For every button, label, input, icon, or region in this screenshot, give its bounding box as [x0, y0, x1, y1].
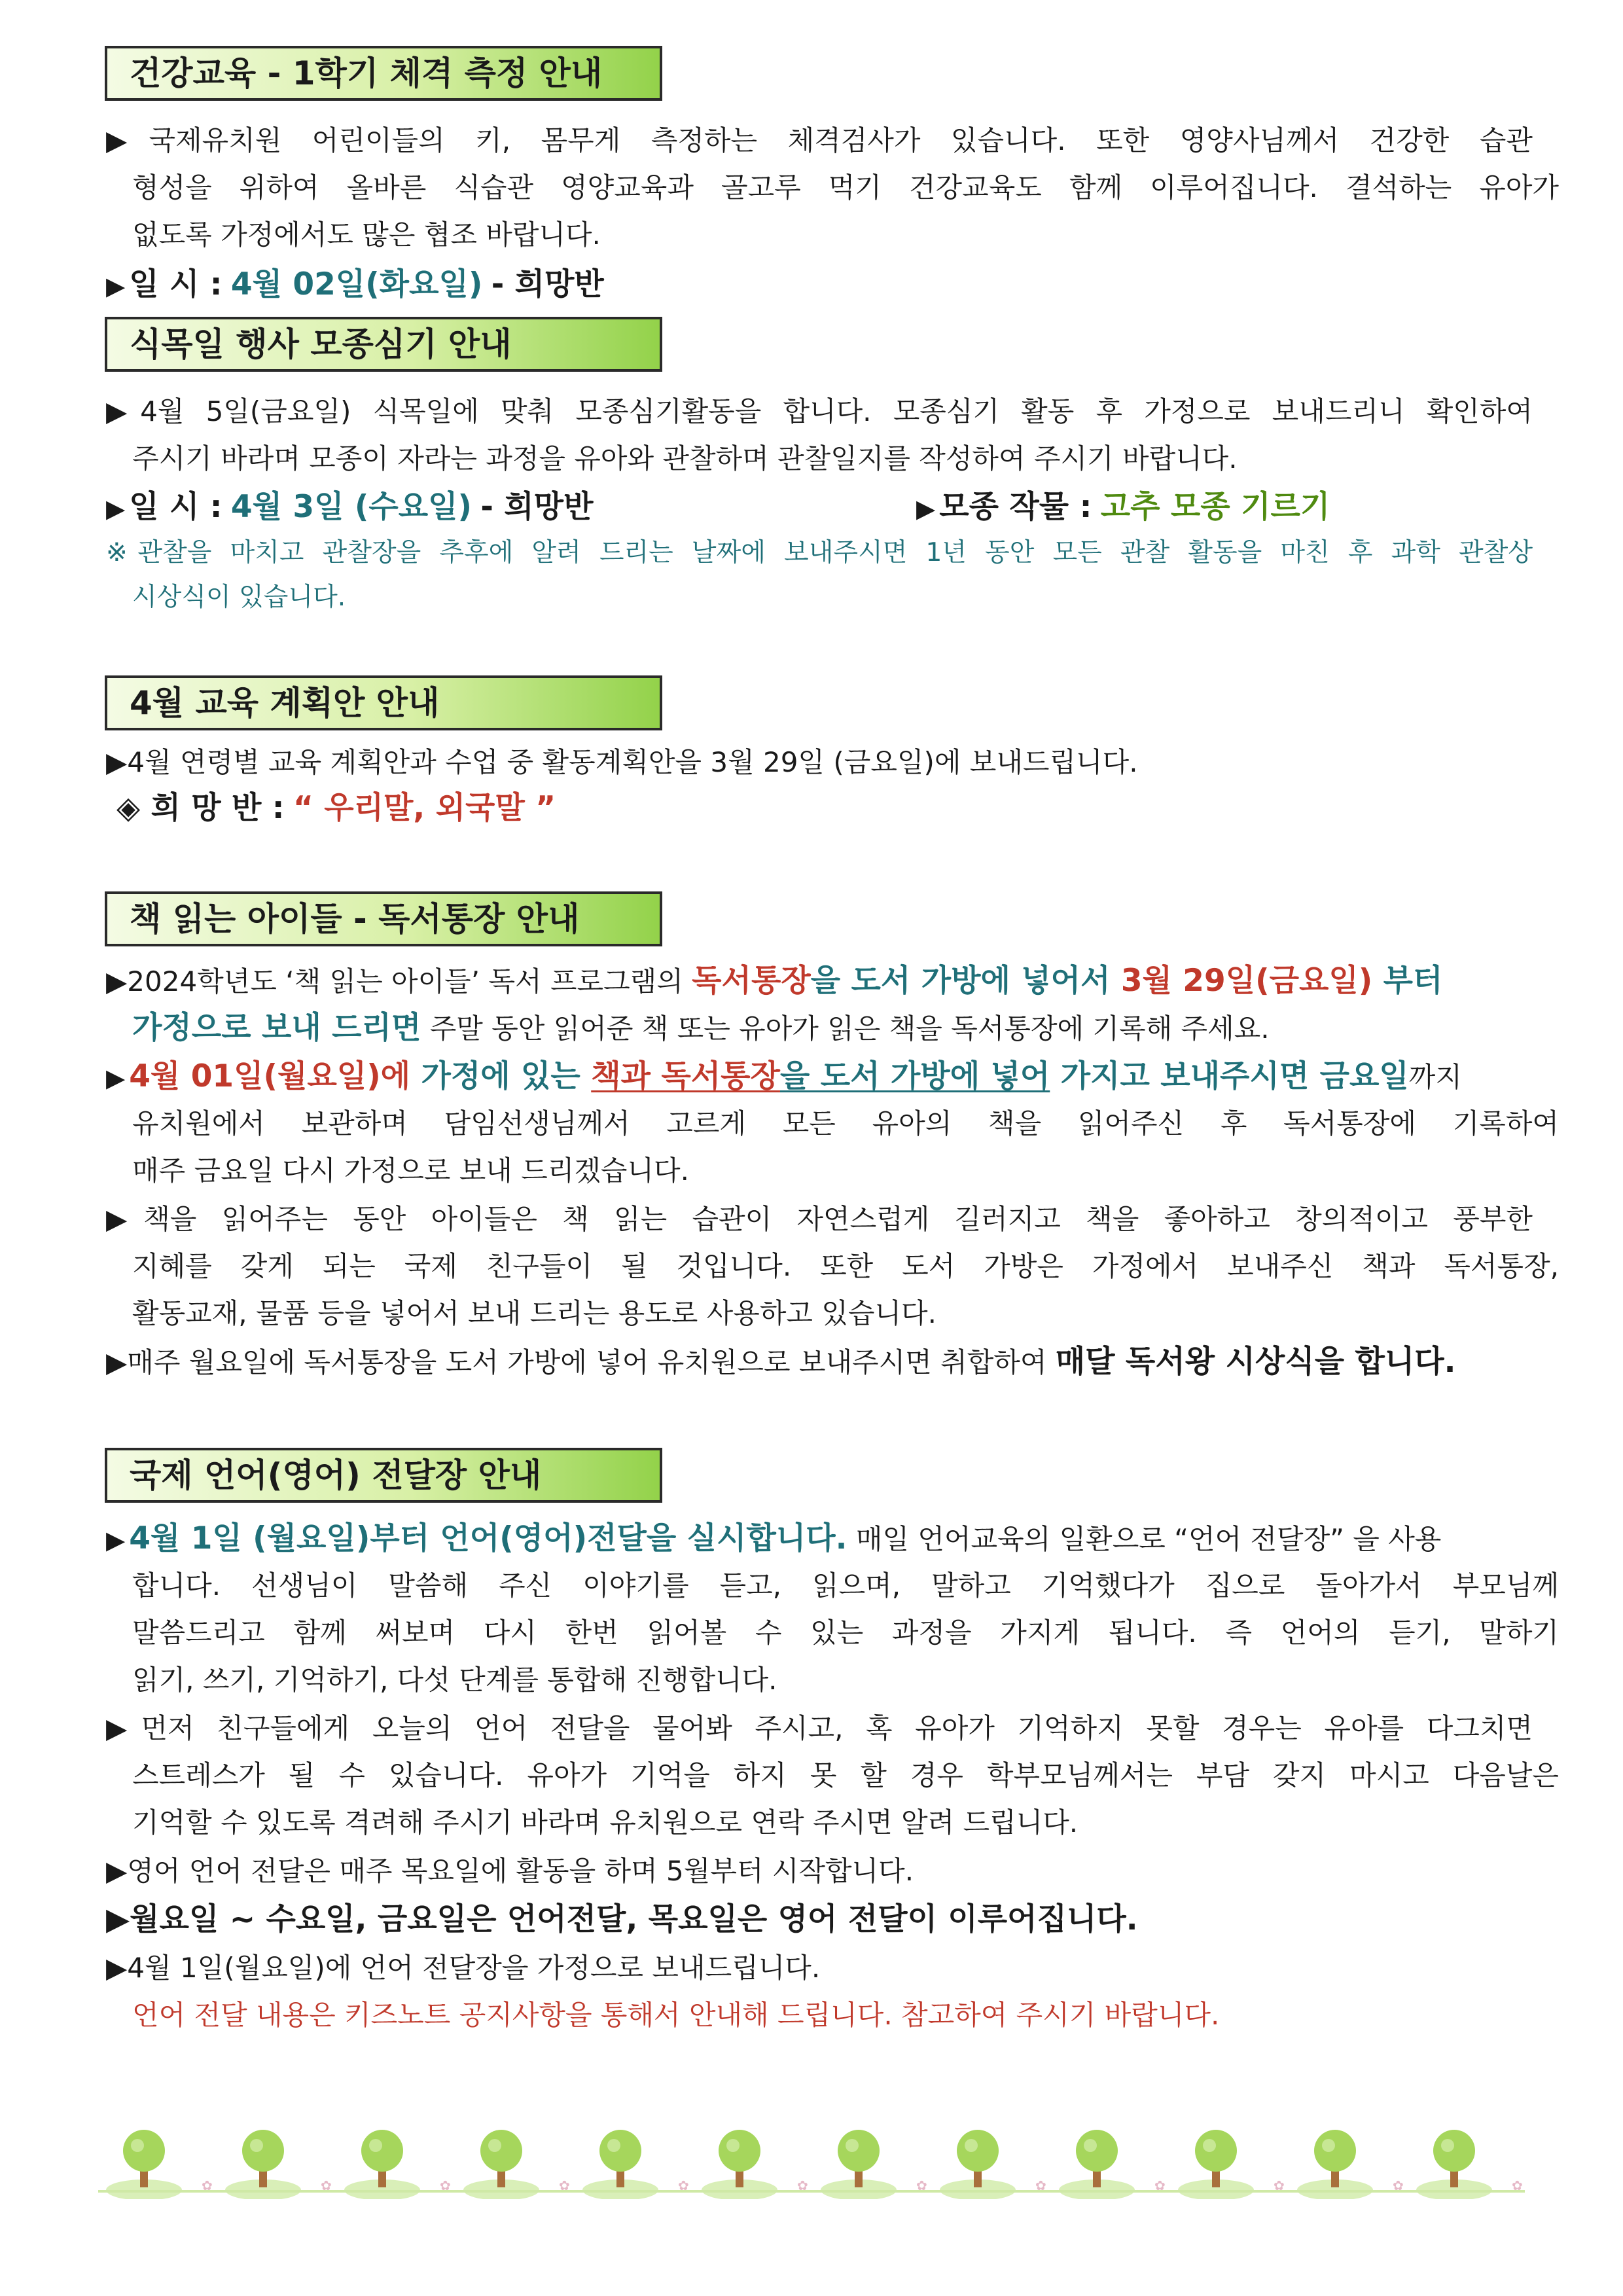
language-p1-start: 4월 1일 (월요일)부터 언어(영어)전달을 실시합니다. — [129, 1520, 847, 1556]
svg-text:✿: ✿ — [1035, 2178, 1046, 2193]
reading-p2-line-3: 매주 금요일 다시 가정으로 보내 드리겠습니다. — [132, 1155, 689, 1187]
svg-text:✿: ✿ — [1512, 2178, 1523, 2193]
reading-p2-text-f: 까지 — [1408, 1061, 1462, 1093]
language-p4: ▶월요일 ~ 수요일, 금요일은 언어전달, 목요일은 영어 전달이 이루어집니다. — [106, 1901, 1138, 1937]
arbor-schedule-date: 4월 3일 (수요일) — [230, 489, 473, 525]
language-p3: ▶영어 언어 전달은 매주 목요일에 활동을 하며 5월부터 시작합니다. — [106, 1855, 914, 1887]
arbor-line-2: 주시기 바라며 모종이 자라는 과정을 유아와 관찰하며 관찰일지를 작성하여 주시기 바랍니다. — [132, 442, 1238, 475]
health-line-3: 없도록 가정에서도 많은 협조 바랍니다. — [132, 219, 601, 251]
reading-p2-line-2: 유치원에서 보관하며 담임선생님께서 고르게 모든 유아의 책을 읽어주신 후 독서통장에 기록하여 — [132, 1107, 1559, 1139]
health-line-1: ▶국제유치원 어린이들의 키, 몸무게 측정하는 체격검사가 있습니다. 또한 영양사님께서 건강한 습관 — [106, 124, 1533, 156]
svg-text:✿: ✿ — [1274, 2178, 1285, 2193]
arbor-crop-value: 고추 모종 기르기 — [1100, 489, 1330, 525]
language-p6: 언어 전달 내용은 키즈노트 공지사항을 통해서 안내해 드립니다. 참고하여 주시기 바랍니다. — [132, 1999, 1220, 2031]
tree-icon — [702, 2130, 808, 2199]
arbor-note-1: ※관찰을 마치고 관찰장을 추후에 알려 드리는 날짜에 보내주시면 1년 동안 모든 관찰 활동을 마친 후 과학 관찰상 — [106, 538, 1533, 567]
arbor-schedule-label: 일 시 : — [129, 489, 223, 525]
reading-p2-line-1 — [106, 1052, 1533, 1102]
tree-icon — [1297, 2130, 1404, 2199]
health-schedule-class: - 희망반 — [491, 266, 604, 302]
arrow-icon: ▶ — [106, 1064, 126, 1092]
arrow-icon: ▶ — [916, 494, 936, 523]
tree-icon — [463, 2130, 570, 2199]
arbor-crop — [916, 483, 1440, 533]
tree-icon — [940, 2130, 1046, 2199]
reading-p1-line-1 — [106, 957, 1533, 1006]
tree-row — [106, 2130, 1523, 2199]
reading-p3-line-1: ▶책을 읽어주는 동안 아이들은 책 읽는 습관이 자연스럽게 길러지고 책을 좋아하고 창의적이고 풍부한 — [106, 1203, 1533, 1235]
reading-p1-date: 3월 29일(금요일) — [1120, 963, 1373, 999]
tree-icon — [344, 2130, 451, 2199]
section-header-language: 국제 언어(영어) 전달장 안내 — [105, 1448, 662, 1503]
plan-class-theme: “ 우리말, 외국말 ” — [293, 790, 556, 826]
tree-icon — [821, 2130, 927, 2199]
language-p1-line-1 — [106, 1515, 1533, 1564]
reading-p1-text-e: 부터 — [1372, 963, 1443, 999]
language-p1-line-4: 읽기, 쓰기, 기억하기, 다섯 단계를 통합해 진행합니다. — [132, 1664, 777, 1696]
svg-text:✿: ✿ — [797, 2178, 808, 2193]
arbor-crop-label: 모종 작물 : — [939, 489, 1092, 525]
reading-p2-books-bankbook: 책과 독서통장 — [591, 1058, 780, 1094]
svg-text:✿: ✿ — [1393, 2178, 1404, 2193]
tree-icon — [1178, 2130, 1285, 2199]
plan-class-label: ◈ 희 망 반 : — [116, 790, 285, 826]
reading-p1-text-c: 을 도서 가방에 넣어서 — [810, 963, 1121, 999]
arbor-schedule-class: - 희망반 — [480, 489, 594, 525]
reading-p1-text-g: 주말 동안 읽어준 책 또는 유아가 읽은 책을 독서통장에 기록해 주세요. — [421, 1013, 1270, 1045]
reading-p2-text-b: 가정에 있는 — [410, 1058, 592, 1094]
arrow-icon: ▶ — [106, 494, 126, 523]
tree-border — [98, 2127, 1525, 2199]
tree-icon — [582, 2130, 689, 2199]
health-schedule-label: 일 시 : — [129, 266, 223, 302]
plan-line-1: ▶4월 연령별 교육 계획안과 수업 중 활동계획안을 3월 29일 (금요일)에 보내드립니다. — [106, 746, 1138, 778]
arbor-line-1: ▶4월 5일(금요일) 식목일에 맞춰 모종심기활동을 합니다. 모종심기 활동 후 가정으로 보내드리니 확인하여 — [106, 395, 1533, 427]
language-p2-line-3: 기억할 수 있도록 격려해 주시기 바라며 유치원으로 연락 주시면 알려 드립니다. — [132, 1806, 1079, 1839]
tree-icon — [106, 2130, 213, 2199]
svg-text:✿: ✿ — [678, 2178, 689, 2193]
plan-class — [116, 784, 1543, 833]
reading-p4-text-a: ▶매주 월요일에 독서통장을 도서 가방에 넣어 유치원으로 보내주시면 취합하여 — [106, 1346, 1056, 1378]
health-schedule-date: 4월 02일(화요일) — [230, 266, 483, 302]
reading-p4-award: 매달 독서왕 시상식을 합니다. — [1055, 1344, 1456, 1380]
reading-p2-text-d: 을 도서 가방에 넣어 — [779, 1058, 1050, 1094]
svg-text:✿: ✿ — [1154, 2178, 1166, 2193]
reading-p1-line-2 — [132, 1004, 1559, 1053]
svg-text:✿: ✿ — [202, 2178, 213, 2193]
language-p1-line-3: 말씀드리고 함께 써보며 다시 한번 읽어볼 수 있는 과정을 가지게 됩니다. 즉 언어의 듣기, 말하기 — [132, 1617, 1559, 1649]
svg-text:✿: ✿ — [321, 2178, 332, 2193]
reading-p2-date: 4월 01일(월요일)에 — [129, 1058, 411, 1094]
svg-text:✿: ✿ — [559, 2178, 570, 2193]
health-schedule — [106, 260, 1533, 310]
section-header-arbor: 식목일 행사 모종심기 안내 — [105, 317, 662, 372]
reading-p3-line-2: 지혜를 갖게 되는 국제 친구들이 될 것입니다. 또한 도서 가방은 가정에서 보내주신 책과 독서통장, — [132, 1250, 1559, 1282]
arrow-icon: ▶ — [106, 1526, 126, 1554]
reading-p1-text-f: 가정으로 보내 드리면 — [132, 1010, 421, 1046]
arbor-note-2: 시상식이 있습니다. — [132, 583, 346, 612]
section-header-health: 건강교육 - 1학기 체격 측정 안내 — [105, 46, 662, 101]
language-p1-text-b: 매일 언어교육의 일환으로 “언어 전달장” 을 사용 — [847, 1523, 1442, 1555]
reading-p1-text-a: ▶2024학년도 ‘책 읽는 아이들’ 독서 프로그램의 — [106, 965, 692, 997]
svg-text:✿: ✿ — [916, 2178, 927, 2193]
language-p2-line-2: 스트레스가 될 수 있습니다. 유아가 기억을 하지 못 할 경우 학부모님께서는 부담 갖지 마시고 다음날은 — [132, 1759, 1559, 1791]
language-p1-line-2: 합니다. 선생님이 말씀해 주신 이야기를 듣고, 읽으며, 말하고 기억했다가 집으로 돌아가서 부모님께 — [132, 1570, 1559, 1602]
reading-p4-line-1 — [106, 1338, 1533, 1387]
section-header-reading: 책 읽는 아이들 - 독서통장 안내 — [105, 891, 662, 946]
language-p5: ▶4월 1일(월요일)에 언어 전달장을 가정으로 보내드립니다. — [106, 1952, 821, 1984]
arrow-icon: ▶ — [106, 272, 126, 300]
svg-text:✿: ✿ — [440, 2178, 451, 2193]
reading-p2-text-e: 가지고 보내주시면 금요일 — [1050, 1058, 1409, 1094]
reading-p3-line-3: 활동교재, 물품 등을 넣어서 보내 드리는 용도로 사용하고 있습니다. — [132, 1297, 936, 1329]
reading-p1-highlight-bankbook: 독서통장 — [692, 963, 811, 999]
language-p2-line-1: ▶먼저 친구들에게 오늘의 언어 전달을 물어봐 주시고, 혹 유아가 기억하지 못할 경우는 유아를 다그치면 — [106, 1712, 1533, 1744]
section-header-plan: 4월 교육 계획안 안내 — [105, 675, 662, 730]
tree-icon — [1059, 2130, 1166, 2199]
tree-icon — [225, 2130, 332, 2199]
tree-icon — [1416, 2130, 1523, 2199]
health-line-2: 형성을 위하여 올바른 식습관 영양교육과 골고루 먹기 건강교육도 함께 이루어집니다. 결석하는 유아가 — [132, 171, 1559, 204]
